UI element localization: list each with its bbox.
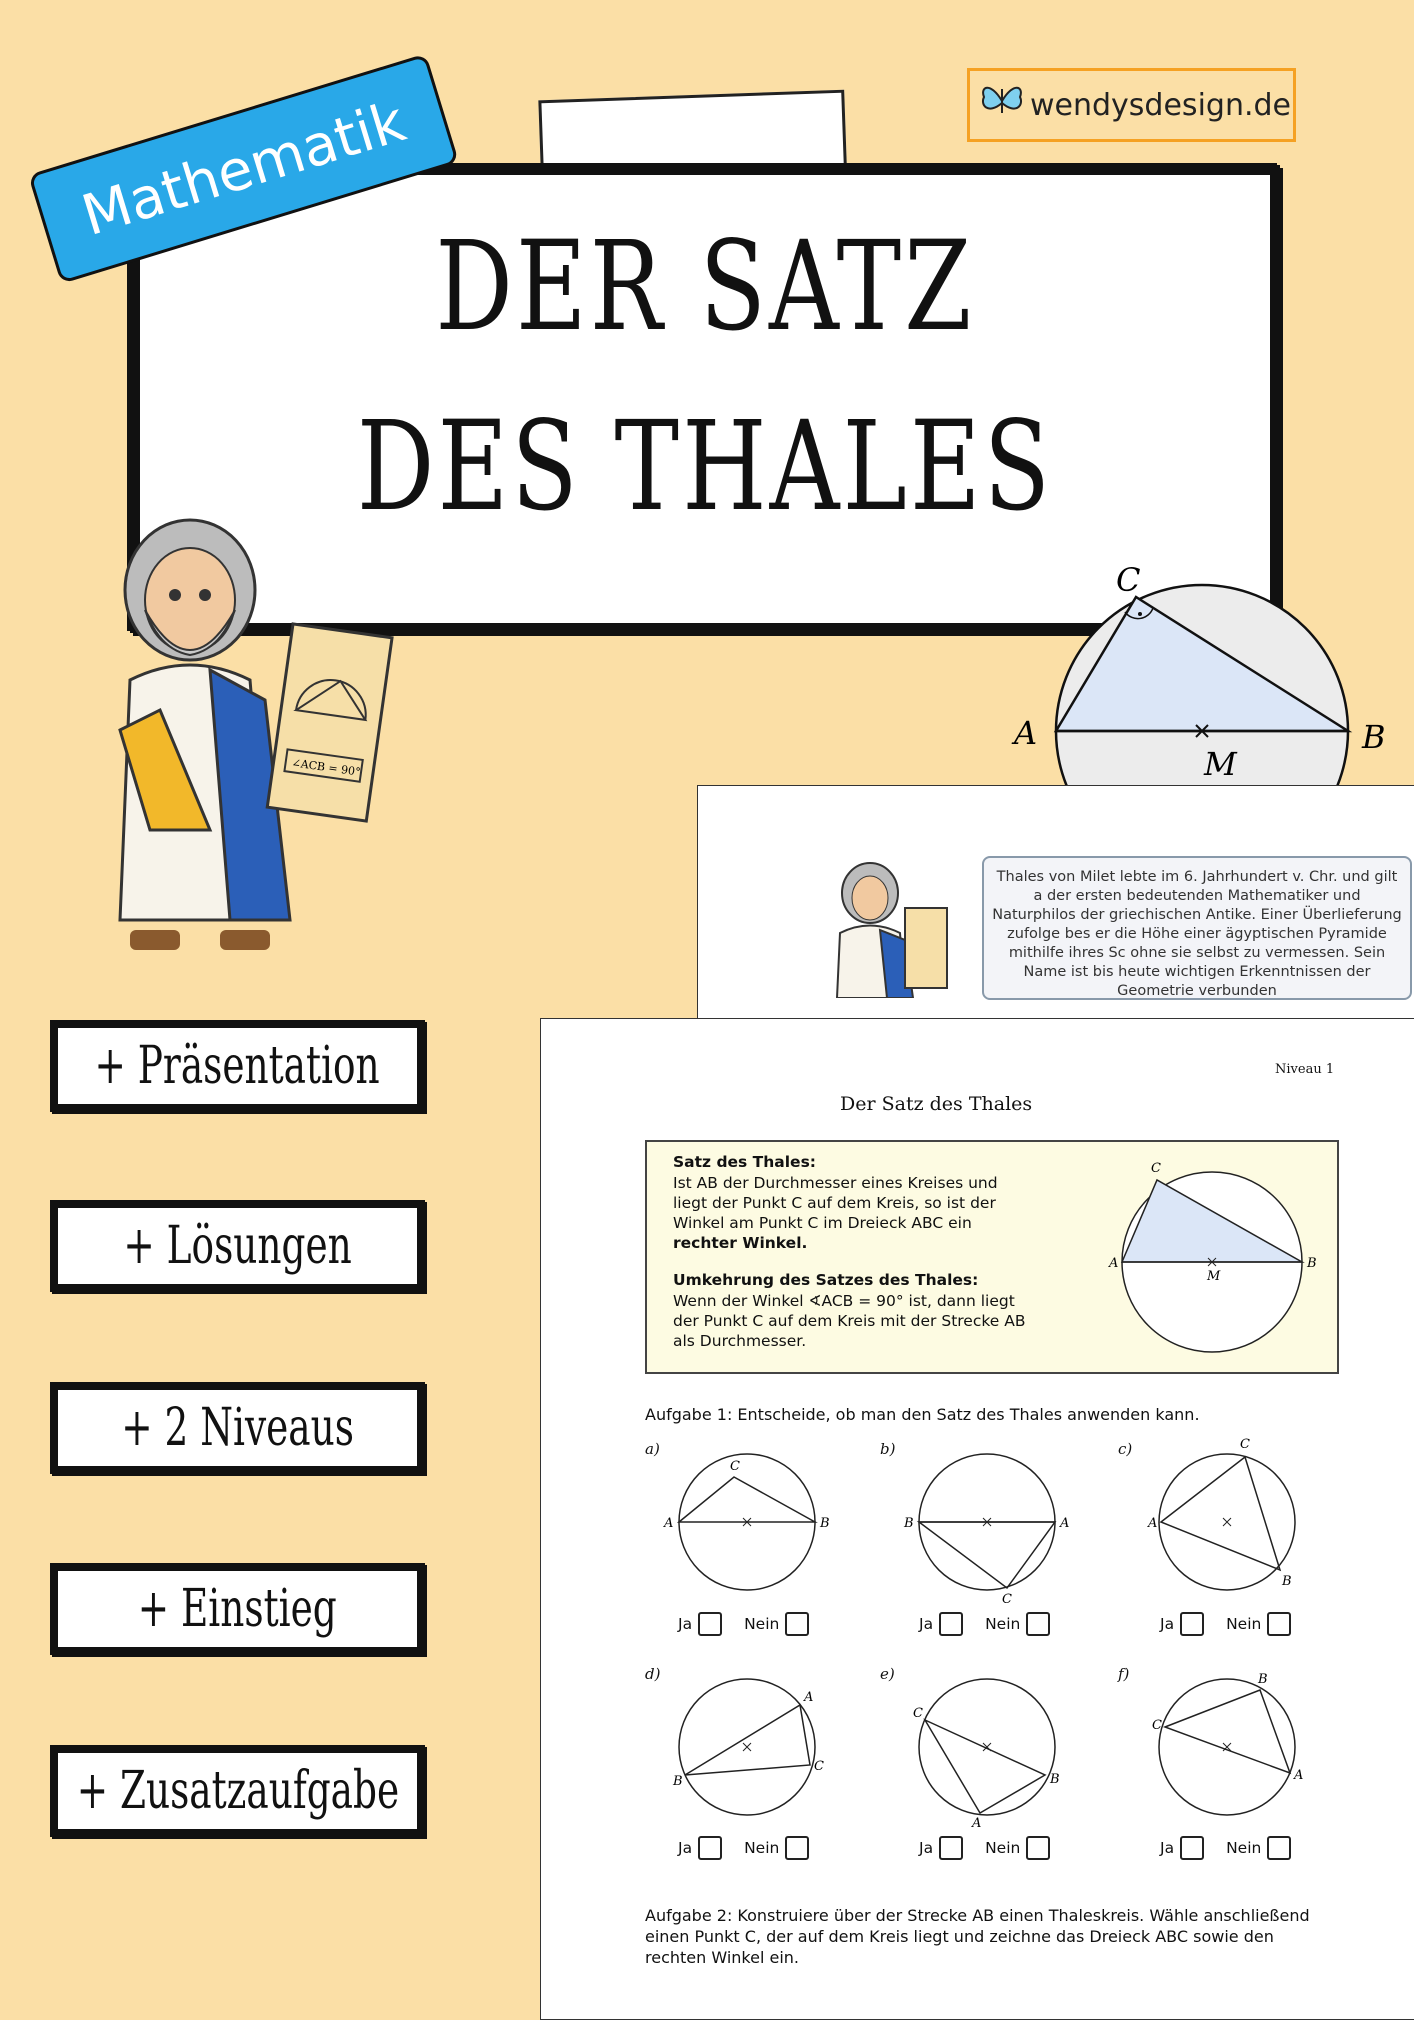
- butterfly-icon: [980, 81, 1024, 129]
- subtask-diagrams: [640, 1430, 1360, 1900]
- feature-label: + Präsentation: [94, 1036, 381, 1096]
- feature-praesentation: [50, 1020, 425, 1112]
- subtask-label-c: c): [1118, 1440, 1133, 1458]
- svg-text:A: A: [1294, 1768, 1304, 1783]
- subtask-label-a: a): [645, 1440, 660, 1458]
- svg-text:B: B: [1050, 1772, 1060, 1787]
- theorem-text-2: liegt der Punkt C auf dem Kreis, so ist der: [673, 1194, 996, 1212]
- title-line-1: DER SATZ: [435, 215, 975, 359]
- feature-label: + Einstieg: [137, 1579, 338, 1639]
- svg-text:C: C: [814, 1759, 824, 1774]
- nein-checkbox[interactable]: [785, 1836, 809, 1860]
- thales-illustration: [90, 500, 420, 980]
- svg-text:C: C: [913, 1706, 923, 1721]
- svg-text:A: A: [1109, 1256, 1119, 1271]
- nein-label: Nein: [985, 1839, 1021, 1857]
- feature-einstieg: [50, 1563, 425, 1655]
- nein-label: Nein: [744, 1839, 780, 1857]
- theorem-text-1: Ist AB der Durchmesser eines Kreises und: [673, 1174, 998, 1192]
- nein-checkbox[interactable]: [1267, 1612, 1291, 1636]
- subtask-label-b: b): [880, 1440, 896, 1458]
- answer-row-d: [678, 1836, 825, 1860]
- brand-name: wendysdesign.de: [1030, 87, 1291, 123]
- nein-checkbox[interactable]: [785, 1612, 809, 1636]
- ja-checkbox[interactable]: [698, 1612, 722, 1636]
- svg-text:C: C: [1151, 1161, 1161, 1176]
- svg-text:C: C: [730, 1459, 740, 1474]
- theorem-text-3: Winkel am Punkt C im Dreieck ABC ein: [673, 1214, 972, 1232]
- task-1-text: Aufgabe 1: Entscheide, ob man den Satz des Thales anwenden kann.: [645, 1405, 1200, 1424]
- feature-label: + Lösungen: [123, 1216, 352, 1276]
- svg-text:B: B: [1307, 1256, 1317, 1271]
- ja-checkbox[interactable]: [698, 1836, 722, 1860]
- answer-row-b: [919, 1612, 1066, 1636]
- theorem-heading: Satz des Thales:: [673, 1153, 816, 1171]
- theorem-text-4: rechter Winkel.: [673, 1234, 808, 1252]
- subtask-label-e: e): [880, 1665, 895, 1683]
- worksheet-title: Der Satz des Thales: [840, 1093, 1033, 1115]
- hero-label-c: C: [1116, 561, 1141, 599]
- subject-badge: Mathematik: [28, 53, 459, 284]
- feature-label: + 2 Niveaus: [121, 1398, 354, 1458]
- svg-text:A: A: [664, 1516, 674, 1531]
- ja-label: Ja: [919, 1839, 934, 1857]
- thales-mini-illustration: [825, 858, 955, 998]
- answer-row-a: [678, 1612, 825, 1636]
- hero-label-a: A: [1014, 714, 1038, 752]
- nein-label: Nein: [985, 1615, 1021, 1633]
- ja-label: Ja: [678, 1839, 693, 1857]
- svg-text:A: A: [804, 1690, 814, 1705]
- theorem-diagram: [1097, 1152, 1327, 1362]
- ja-checkbox[interactable]: [1180, 1836, 1204, 1860]
- ja-checkbox[interactable]: [1180, 1612, 1204, 1636]
- converse-heading: Umkehrung des Satzes des Thales:: [673, 1271, 979, 1289]
- ja-checkbox[interactable]: [939, 1836, 963, 1860]
- theorem-box: [645, 1140, 1339, 1374]
- subtask-label-d: d): [645, 1665, 661, 1683]
- nein-checkbox[interactable]: [1267, 1836, 1291, 1860]
- svg-text:A: A: [1060, 1516, 1070, 1531]
- brand-logo: [967, 68, 1296, 142]
- ja-label: Ja: [678, 1615, 693, 1633]
- answer-row-f: [1160, 1836, 1307, 1860]
- nein-checkbox[interactable]: [1026, 1612, 1050, 1636]
- title-line-2: DES THALES: [356, 395, 1054, 539]
- svg-text:A: A: [1148, 1516, 1158, 1531]
- svg-text:C: C: [1240, 1437, 1250, 1452]
- svg-text:A: A: [972, 1816, 982, 1831]
- svg-text:B: B: [820, 1516, 830, 1531]
- converse-text-2: der Punkt C auf dem Kreis mit der Strecke AB: [673, 1312, 1026, 1330]
- nein-label: Nein: [1226, 1839, 1262, 1857]
- ja-checkbox[interactable]: [939, 1612, 963, 1636]
- nein-checkbox[interactable]: [1026, 1836, 1050, 1860]
- hero-label-b: B: [1362, 718, 1386, 756]
- feature-zusatzaufgabe: [50, 1745, 425, 1837]
- svg-text:B: B: [1258, 1672, 1268, 1687]
- ja-label: Ja: [1160, 1615, 1175, 1633]
- answer-row-c: [1160, 1612, 1307, 1636]
- feature-loesungen: [50, 1200, 425, 1292]
- task-2-text: Aufgabe 2: Konstruiere über der Strecke AB einen Thaleskreis. Wähle anschließend einen Punkt C, der auf dem Kreis liegt und zeichne das Dreieck ABC sowie den rechten Winkel ein.: [645, 1906, 1310, 1967]
- answer-row-e: [919, 1836, 1066, 1860]
- ja-label: Ja: [1160, 1839, 1175, 1857]
- intro-info-box: Thales von Milet lebte im 6. Jahrhundert v. Chr. und gilt a der ersten bedeutenden Mathematiker und Naturphilos der griechischen Antike. Einer Überlieferung zufolge bes er die Höhe einer ägyptischen Pyramide mithilfe ihres Sc ohne sie selbst zu vermessen. Sein Name ist bis heute wichtigen Erkenntnissen der Geometrie verbunden: [982, 856, 1412, 1000]
- svg-text:B: B: [1282, 1574, 1292, 1589]
- ja-label: Ja: [919, 1615, 934, 1633]
- svg-text:C: C: [1152, 1718, 1162, 1733]
- svg-text:B: B: [904, 1516, 914, 1531]
- nein-label: Nein: [1226, 1615, 1262, 1633]
- hero-label-m: M: [1204, 745, 1237, 783]
- subtask-label-f: f): [1118, 1665, 1130, 1683]
- svg-text:B: B: [673, 1774, 683, 1789]
- feature-label: + Zusatzaufgabe: [76, 1761, 399, 1821]
- svg-text:M: M: [1207, 1269, 1221, 1284]
- feature-niveaus: [50, 1382, 425, 1474]
- niveau-label: Niveau 1: [1275, 1062, 1335, 1077]
- svg-text:C: C: [1002, 1592, 1012, 1607]
- nein-label: Nein: [744, 1615, 780, 1633]
- converse-text-1: Wenn der Winkel ∢ACB = 90° ist, dann liegt: [673, 1292, 1015, 1310]
- converse-text-3: als Durchmesser.: [673, 1332, 807, 1350]
- scroll-label: ∠ACB = 90°: [290, 756, 362, 779]
